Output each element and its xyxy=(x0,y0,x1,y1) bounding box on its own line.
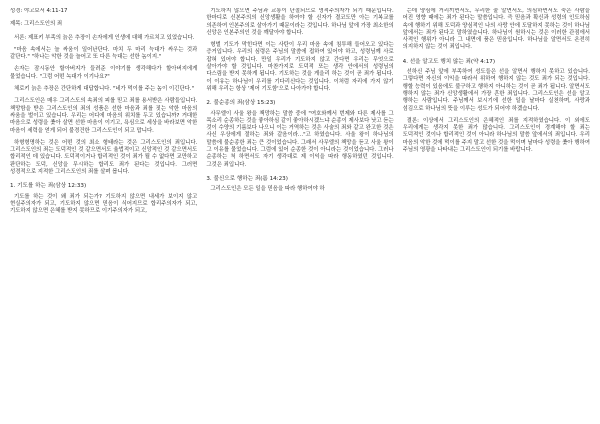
section-heading: 1. 기도를 하는 죄(삼상 12:33) xyxy=(10,183,87,190)
paragraph: 기도하지 않으면 주님과 교통이 단절되므로 영적주의자가 되기 때문입니다. 한마디로 신본주의의 신앙생활을 하여야 할 신자가 결코도만 아는 기복교를 의존하여 인본주의로 살아가기 때문이라는 것입니다. 하나님 앞에 가장 최소한의 신앙은 인본주의인 것을 깨달아야 합니다. xyxy=(206,8,394,36)
paragraph: 형벌 기도가 막힌다면 이는 사탄이 우리 마음 속에 침투해 들어오고 있다는 증거입니다. 우리의 심령은 주님의 말씀에 접하여 있어야 하고, 성령님께 사로 잡혀 있어야 합니다. 만일 우리가 기도하지 않고 간다면 우리는 무엇으로 살아가야 할 것입니다. 마찬가지로 도덕적 또는 생각 안에서의 성령님의 다스림을 받지 못하게 됩니다. 기도하는 것을 게을리 하는 것이 곧 죄가 됩니다. 이 이유는 하나님이 우리를 기다리신다는 것입니다. 이처럼 자리에 가지 않기 위해 우리는 항상 '제어 기도함'으로 나아가야 합니다. xyxy=(206,42,394,92)
text-column-2 xyxy=(206,8,393,418)
paragraph: 그리스도인은 모든 일을 믿음을 따라 행하여야 하 xyxy=(210,186,325,193)
section-heading: 4. 선을 알고도 행치 않는 죄(약 4:17) xyxy=(402,58,496,65)
column-1-body xyxy=(10,35,197,216)
section-heading: 2. 불순종의 죄(삼상 15:23) xyxy=(206,100,276,107)
paragraph: 서론: 제표키 부족의 늙은 추장이 손자에게 인생에 대해 가르치고 있었습니다. xyxy=(14,34,195,41)
paragraph: 선하신 주님 앞에 부족하여 성도들은 선을 알면서 행하지 못하고 있습니다. 그렇다면 자신의 이익을 따라서 위하여 행하지 않는 것도 죄가 되는 것입니다. 행할 능력이 있음에도 불구하고 행하지 아니하는 것이 곧 죄가 됩니다. 알면서도 행하지 않는 죄가 신앙생활에서 가장 흔한 죄입니다. 그리스도인은 선을 알고 행하는 사람입니다. 주님께서 보시기에 선한 일을 날마다 실천하며, 사랑과 섬김으로 하나님의 뜻을 이루는 성도가 되어야 하겠습니다. xyxy=(402,69,590,112)
paragraph: 는데 양심에 거리끼면서도, 무리한 줄 알면서도, 의심하면서도 죽은 사람을 어진 영향 때에는 죄가 된다는 말씀입니다. 즉 믿음과 확신과 성령의 인도하심 속에 행하기 위해 도덕과 양심적인 나의 사랑 안에 도달하지 못하는 것이 하나님 앞에서는 죄가 된다고 말하였습니다. 하나님이 원하시는 것은 이러한 관점에서 사적인 행위가 아니라 그 내면에 품은 믿음입니다. 하나님을 알면서도 온전히 의지하지 않는 것이 죄입니다. xyxy=(402,8,590,51)
paragraph: 기도를 하는 것이 왜 죄가 되는가? 기도하지 않으면 내세가 보이지 않고 현실주의자가 되고, 기도하지 않으면 믿음이 식어지므로 합리주의자가 되고, 기도하지 않으면 은혜를 받지 못하므로 이기주의자가 되고, xyxy=(10,193,198,215)
paragraph: 하형형명하는 것은 어떤 것의 최소 형태라는 것은 그리스도인의 죄입니다. 그리스도인의 죄는 도덕적인 것 같으면서도 율법적이고 신앙적인 것 같으면서도 합리적인 데 있습니다. 도덕적이거나 합리적인 것이 죄가 될 수 없다면 교만하고 판단하는 도덕, 신앙을 무시하는 합리도 죄가 된다는 것입니다. 그러면 성경적으로 지적한 그리스도인의 죄를 살펴 봅니다. xyxy=(10,139,198,176)
paragraph: 체로키 늙은 추장은 간단하게 대답합니다. "네가 먹이를 주는 놈이 이긴단다." xyxy=(14,86,195,93)
paragraph: "마음 속에서는 늘 싸움이 일어난단다. 마치 두 마리 늑대가 싸우는 것과 같단다." "하나는 악한 것을 늘어고 또 다른 늑대는 선한 놈이지." xyxy=(10,46,198,61)
scripture-reference: 성경: 야고보서 4:11-17 xyxy=(10,8,68,14)
paragraph: 결론: 이상에서 그리스도인의 은혜적인 죄를 지적하였습니다. 이 외에도 우리에게는 생각지 못한 죄가 많습니다. 그리스도인이 경계해야 할 죄는 도덕적인 것이나 합리적인 것이 아니라 하나님의 말씀 앞에서의 죄입니다. 우리 마음의 악한 것에 먹이를 주지 말고 선한 것을 먹이며 날마다 성령을 좇아 행하여 주님의 영광을 나타내는 그리스도인이 되기를 바랍니다. xyxy=(402,117,590,154)
column-2-body xyxy=(206,8,393,194)
paragraph: 사무엘이 사울 왕을 책망하는 말씀 중에 "여호와께서 번제와 다른 제사를 그 목소리 순종하는 것을 좋아하심 같이 좋아하시겠느냐 순종이 제사보다 낫고 듣는 것이 수양의 기름보다 나으니 이는 거역하는 것은 사술의 죄와 같고 완고한 것은 사신 우상에게 절하는 죄와 같음이라..."고 하였습니다. 사울 왕이 하나님의 말씀에 불순종한 죄는 큰 것이었습니다. 그래서 사무엘의 책망을 듣고 사울 왕이 그 이유를 물었습니다. 그럼에 있어 순종한 것이 아니라는 것이었습니다. 그러나 순종하는 척 하면서도 자기 생각대로 제 이익을 따라 행동하였던 것입니다. 그것은 죄입니다. xyxy=(206,110,394,168)
text-column-1 xyxy=(10,8,197,418)
paragraph: 그리스도인은 매우 그리스도의 속죄의 피를 믿고 죄를 용서받은 사람들입니다. 책망함을 받은 그리스도인의 죄의 성품은 선한 마음과 죄를 짓는 악한 마음의 싸움을 벌이고 있습니다. 우리는 어디에 마음의 위치를 두고 있습니까? 거대한 마음으로 성령을 좇아 살면 선한 마음이 이기고, 욕심으로 세상을 바라보면 악한 마음이 세력을 얻게 되어 불경건한 그리스도인이 되고 맙니다. xyxy=(10,98,198,134)
sermon-title: 제목: 그리스도인의 죄 xyxy=(10,21,63,28)
section-heading: 3. 불신으로 행하는 죄(롬 14:23) xyxy=(206,175,288,182)
paragraph: 손자는 잠시동안 할아버지가 들려준 이야기를 생각해다가 할아버지에게 물었습니다. "그럼 어떤 녹대가 이기나요?" xyxy=(10,66,198,80)
text-column-3 xyxy=(403,8,590,418)
column-3-body xyxy=(403,8,590,154)
